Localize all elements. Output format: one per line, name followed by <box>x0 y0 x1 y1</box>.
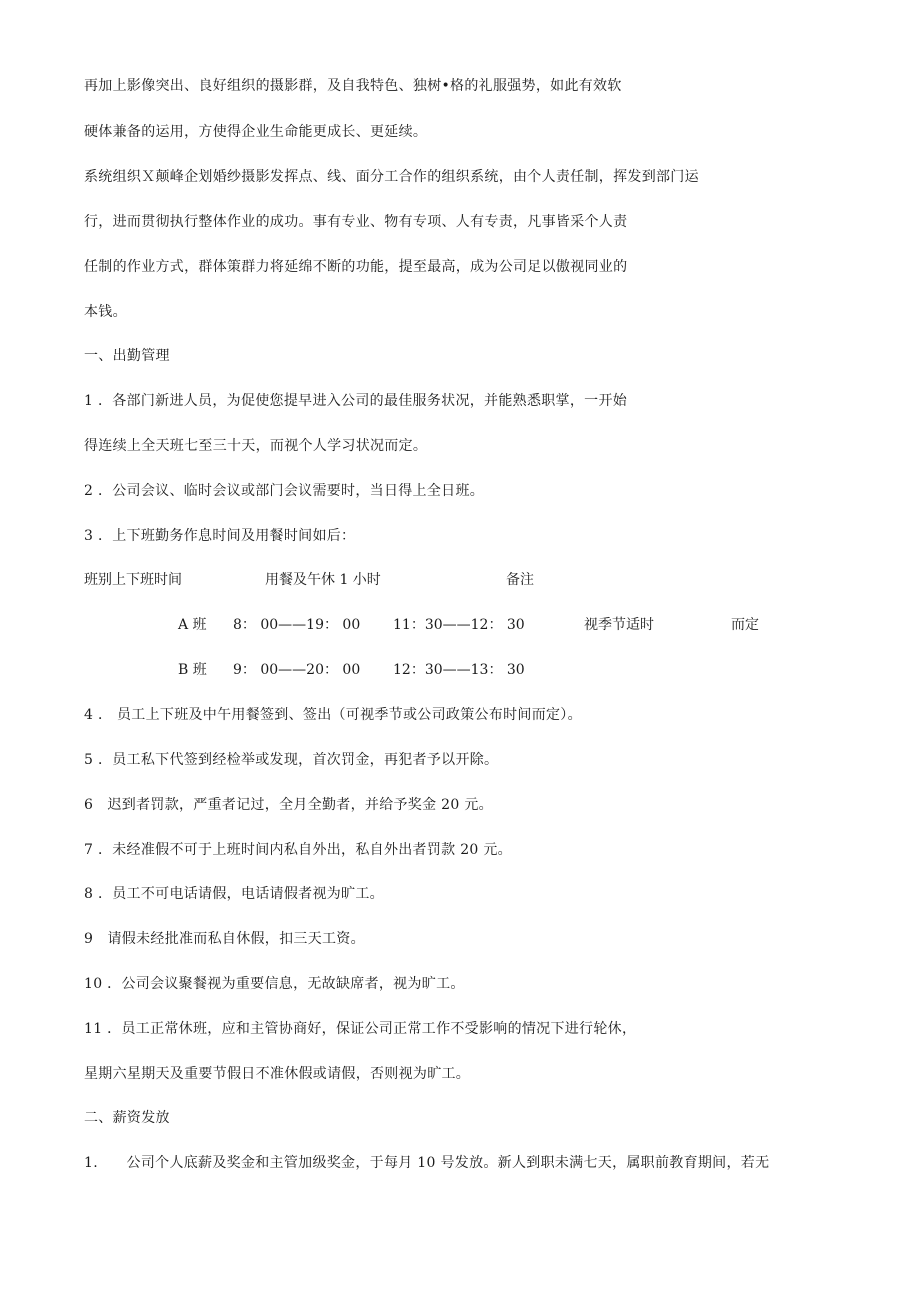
system-paragraph-line: 系统组织Ｘ颠峰企划婚纱摄影发挥点、线、面分工合作的组织系统，由个人责任制，挥发到部门运 <box>84 169 699 185</box>
attendance-item-3: 3 ．上下班勤务作息时间及用餐时间如后： <box>84 528 356 544</box>
schedule-meal-time: 12：30——13： 30 <box>393 662 525 678</box>
schedule-shift: B 班 <box>178 662 207 678</box>
attendance-item-8: 8 ．员工不可电话请假，电话请假者视为旷工。 <box>84 886 384 902</box>
attendance-item-4: 4 ． 员工上下班及中午用餐签到、签出（可视季节或公司政策公布时间而定）。 <box>84 707 582 723</box>
schedule-header-shift: 班别上下班时间 <box>84 572 182 588</box>
intro-paragraph-line: 再加上影像突出、良好组织的摄影群，及自我特色、独树•格的礼服强势，如此有效软 <box>84 78 622 94</box>
attendance-item-2: 2 ．公司会议、临时会议或部门会议需要时，当日得上全日班。 <box>84 483 485 499</box>
schedule-meal-time: 11：30——12： 30 <box>393 617 525 633</box>
schedule-header-meal: 用餐及午休 1 小时 <box>265 572 381 588</box>
attendance-item-6: 6 迟到者罚款，严重者记过，全月全勤者，并给予奖金 20 元。 <box>84 797 493 813</box>
attendance-item-11-cont: 星期六星期天及重要节假日不准休假或请假，否则视为旷工。 <box>84 1066 471 1082</box>
schedule-work-time: 9： 00——20： 00 <box>233 662 361 678</box>
schedule-note: 而定 <box>731 617 759 633</box>
attendance-item-9: 9 请假未经批准而私自休假，扣三天工资。 <box>84 931 365 947</box>
schedule-shift: A 班 <box>178 617 207 633</box>
system-paragraph-line: 任制的作业方式，群体策群力将延绵不断的功能，提至最高，成为公司足以傲视同业的 <box>84 259 628 275</box>
system-paragraph-line: 行，进而贯彻执行整体作业的成功。事有专业、物有专项、人有专责，凡事皆采个人责 <box>84 214 628 230</box>
section-heading-attendance: 一、出勤管理 <box>84 348 170 364</box>
attendance-item-7: 7 ．未经准假不可于上班时间内私自外出，私自外出者罚款 20 元。 <box>84 842 512 858</box>
attendance-item-1-cont: 得连续上全天班七至三十天，而视个人学习状况而定。 <box>84 438 428 454</box>
schedule-note: 视季节适时 <box>584 617 654 633</box>
schedule-work-time: 8： 00——19： 00 <box>233 617 361 633</box>
intro-paragraph-line: 硬体兼备的运用，方使得企业生命能更成长、更延续。 <box>84 124 428 140</box>
salary-item-1: 1. 公司个人底薪及奖金和主管加级奖金，于每月 10 号发放。新人到职未满七天，属职前教育期间，若无 <box>84 1155 770 1171</box>
section-heading-salary: 二、薪资发放 <box>84 1110 170 1126</box>
attendance-item-5: 5 ．员工私下代签到经检举或发现，首次罚金，再犯者予以开除。 <box>84 752 499 768</box>
attendance-item-11: 11 ．员工正常休班，应和主管协商好，保证公司正常工作不受影响的情况下进行轮休， <box>84 1021 637 1037</box>
attendance-item-1: 1 ．各部门新进人员，为促使您提早进入公司的最佳服务状况，并能熟悉职掌，一开始 <box>84 393 628 409</box>
schedule-header-note: 备注 <box>506 572 534 588</box>
system-paragraph-line: 本钱。 <box>84 304 127 320</box>
attendance-item-10: 10 ．公司会议聚餐视为重要信息，无故缺席者，视为旷工。 <box>84 976 465 992</box>
